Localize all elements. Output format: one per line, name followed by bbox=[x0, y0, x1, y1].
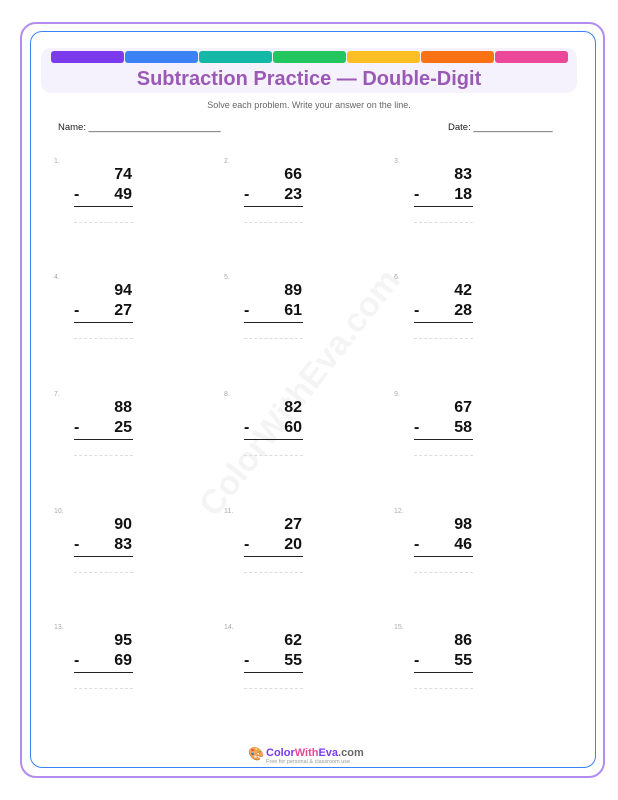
sum-rule bbox=[244, 206, 303, 207]
minuend: 83 bbox=[454, 166, 472, 183]
problem-item bbox=[394, 508, 544, 598]
minuend: 90 bbox=[114, 516, 132, 533]
answer-line[interactable] bbox=[244, 338, 303, 339]
problem-number: 14. bbox=[224, 624, 234, 631]
minus-sign: - bbox=[414, 186, 420, 203]
rainbow-colorbar bbox=[51, 51, 568, 63]
sum-rule bbox=[244, 672, 303, 673]
problem-number: 13. bbox=[54, 624, 64, 631]
answer-line[interactable] bbox=[414, 455, 473, 456]
problem-number: 8. bbox=[224, 391, 230, 398]
problem-item bbox=[224, 391, 374, 481]
problem-item bbox=[224, 624, 374, 714]
colorbar-segment bbox=[125, 51, 198, 63]
problem-item bbox=[224, 274, 374, 364]
subtrahend: 60 bbox=[284, 419, 302, 436]
page-title: Subtraction Practice — Double-Digit bbox=[136, 68, 482, 90]
answer-line[interactable] bbox=[244, 455, 303, 456]
subtrahend: 25 bbox=[114, 419, 132, 436]
sum-rule bbox=[414, 556, 473, 557]
problem-item bbox=[54, 274, 204, 364]
minus-sign: - bbox=[74, 652, 80, 669]
minus-sign: - bbox=[414, 536, 420, 553]
problem-item bbox=[394, 158, 544, 248]
sum-rule bbox=[414, 672, 473, 673]
minus-sign: - bbox=[244, 186, 250, 203]
minus-sign: - bbox=[74, 536, 80, 553]
minus-sign: - bbox=[414, 652, 420, 669]
sum-rule bbox=[244, 322, 303, 323]
problem-item bbox=[54, 158, 204, 248]
answer-line[interactable] bbox=[74, 222, 133, 223]
brand-eva-text: Eva bbox=[318, 747, 339, 759]
answer-line[interactable] bbox=[414, 338, 473, 339]
minus-sign: - bbox=[74, 186, 80, 203]
answer-line[interactable] bbox=[74, 455, 133, 456]
problem-item bbox=[394, 274, 544, 364]
sum-rule bbox=[414, 439, 473, 440]
sum-rule bbox=[74, 206, 133, 207]
minuend: 98 bbox=[454, 516, 472, 533]
problem-number: 3. bbox=[394, 158, 400, 165]
minus-sign: - bbox=[74, 302, 80, 319]
brand-with-text: With bbox=[294, 747, 319, 759]
problem-number: 9. bbox=[394, 391, 400, 398]
subtrahend: 69 bbox=[114, 652, 132, 669]
answer-line[interactable] bbox=[414, 222, 473, 223]
brand-com-text: .com bbox=[338, 747, 364, 759]
subtrahend: 18 bbox=[454, 186, 472, 203]
instructions: Solve each problem. Write your answer on the line. bbox=[207, 100, 411, 110]
minus-sign: - bbox=[244, 302, 250, 319]
problem-item bbox=[54, 391, 204, 481]
name-field[interactable]: Name: _________________________ bbox=[58, 122, 221, 133]
minuend: 62 bbox=[284, 632, 302, 649]
answer-line[interactable] bbox=[244, 222, 303, 223]
minus-sign: - bbox=[244, 652, 250, 669]
subtrahend: 55 bbox=[454, 652, 472, 669]
minuend: 82 bbox=[284, 399, 302, 416]
problem-number: 1. bbox=[54, 158, 60, 165]
problem-number: 15. bbox=[394, 624, 404, 631]
sum-rule bbox=[414, 206, 473, 207]
answer-line[interactable] bbox=[74, 338, 133, 339]
minuend: 74 bbox=[114, 166, 132, 183]
minuend: 88 bbox=[114, 399, 132, 416]
minus-sign: - bbox=[244, 419, 250, 436]
subtrahend: 83 bbox=[114, 536, 132, 553]
answer-line[interactable] bbox=[244, 688, 303, 689]
problem-number: 10. bbox=[54, 508, 64, 515]
subtrahend: 46 bbox=[454, 536, 472, 553]
colorbar-segment bbox=[495, 51, 568, 63]
problem-number: 4. bbox=[54, 274, 60, 281]
palette-icon: 🎨 bbox=[248, 746, 265, 761]
colorbar-segment bbox=[421, 51, 494, 63]
answer-line[interactable] bbox=[74, 572, 133, 573]
minus-sign: - bbox=[414, 302, 420, 319]
minuend: 67 bbox=[454, 399, 472, 416]
problem-item bbox=[224, 158, 374, 248]
minuend: 89 bbox=[284, 282, 302, 299]
colorbar-segment bbox=[347, 51, 420, 63]
subtrahend: 61 bbox=[284, 302, 302, 319]
answer-line[interactable] bbox=[244, 572, 303, 573]
brand-name bbox=[266, 746, 364, 760]
problem-number: 6. bbox=[394, 274, 400, 281]
subtrahend: 27 bbox=[114, 302, 132, 319]
minuend: 95 bbox=[114, 632, 132, 649]
brand-color-text: Color bbox=[266, 747, 295, 759]
sum-rule bbox=[74, 672, 133, 673]
subtrahend: 20 bbox=[284, 536, 302, 553]
sum-rule bbox=[244, 556, 303, 557]
minus-sign: - bbox=[414, 419, 420, 436]
problem-number: 12. bbox=[394, 508, 404, 515]
footer-tagline: Free for personal & classroom use bbox=[266, 759, 351, 765]
subtrahend: 23 bbox=[284, 186, 302, 203]
subtrahend: 49 bbox=[114, 186, 132, 203]
answer-line[interactable] bbox=[74, 688, 133, 689]
colorbar-segment bbox=[273, 51, 346, 63]
footer-logo bbox=[248, 746, 388, 770]
problem-item bbox=[224, 508, 374, 598]
problem-number: 5. bbox=[224, 274, 230, 281]
minus-sign: - bbox=[74, 419, 80, 436]
minuend: 94 bbox=[114, 282, 132, 299]
sum-rule bbox=[74, 556, 133, 557]
minus-sign: - bbox=[244, 536, 250, 553]
sum-rule bbox=[74, 322, 133, 323]
minuend: 66 bbox=[284, 166, 302, 183]
colorbar-segment bbox=[199, 51, 272, 63]
problem-item bbox=[54, 624, 204, 714]
sum-rule bbox=[244, 439, 303, 440]
sum-rule bbox=[74, 439, 133, 440]
subtrahend: 55 bbox=[284, 652, 302, 669]
sum-rule bbox=[414, 322, 473, 323]
subtrahend: 58 bbox=[454, 419, 472, 436]
answer-line[interactable] bbox=[414, 688, 473, 689]
problem-item bbox=[394, 624, 544, 714]
colorbar-segment bbox=[51, 51, 124, 63]
subtrahend: 28 bbox=[454, 302, 472, 319]
problem-number: 2. bbox=[224, 158, 230, 165]
problem-number: 11. bbox=[224, 508, 234, 515]
minuend: 42 bbox=[454, 282, 472, 299]
minuend: 27 bbox=[284, 516, 302, 533]
problem-item bbox=[394, 391, 544, 481]
problem-item bbox=[54, 508, 204, 598]
problem-number: 7. bbox=[54, 391, 60, 398]
answer-line[interactable] bbox=[414, 572, 473, 573]
date-field[interactable]: Date: _______________ bbox=[448, 122, 553, 133]
minuend: 86 bbox=[454, 632, 472, 649]
